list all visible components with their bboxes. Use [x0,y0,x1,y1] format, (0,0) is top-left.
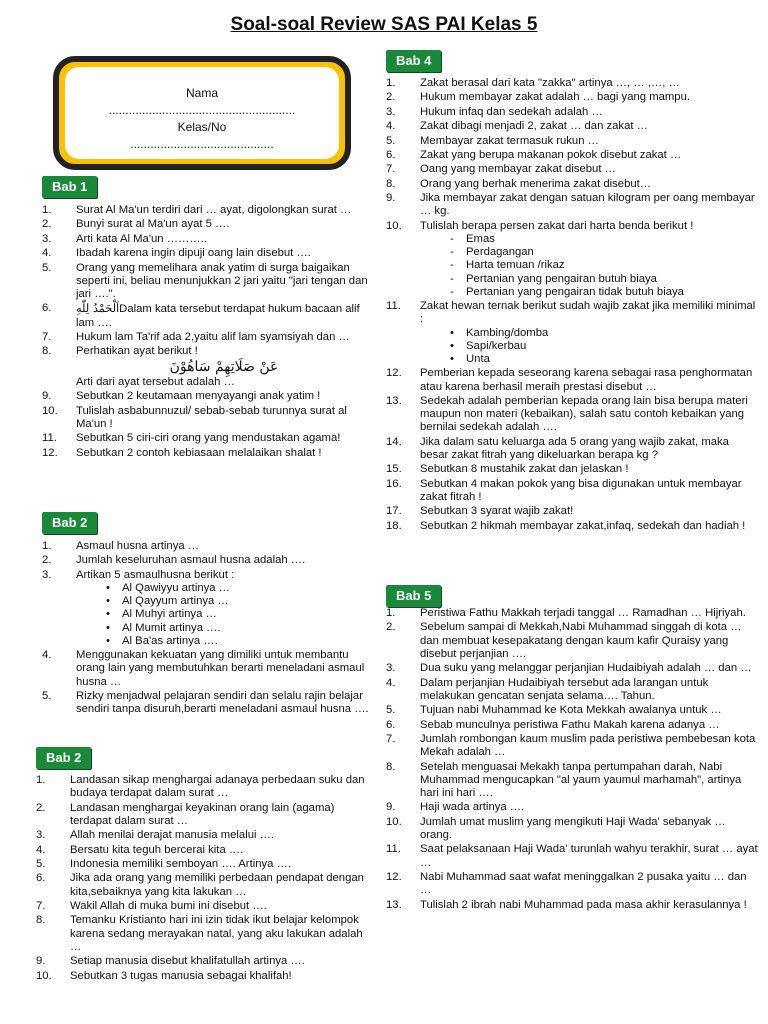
bab5-list [386,607,758,913]
question-item [42,262,372,302]
question-body [420,478,758,504]
question-item [36,900,372,913]
question-body [70,955,372,968]
question-body [420,367,758,393]
question-body [76,345,372,389]
question-item [42,690,372,716]
question-number: 16. [386,477,402,490]
question-text: Sebutkan 5 ciri-ciri orang yang mendustakan agama! [76,432,341,445]
nama-label: Nama [185,86,218,100]
question-text: Rizky menjadwal pelajaran sendiri dan selalu rajin belajar sendiri tanpa disuruh,berarti meneladani asmaul husna …. [76,689,369,716]
question-text: Perhatikan ayat berikut ! [76,345,198,358]
question-item [36,955,372,968]
bullet-item [104,635,372,648]
question-item [42,390,372,403]
question-item [36,844,372,857]
bullet-text: Al Ba'as artinya …. [122,634,218,647]
question-body [70,900,372,913]
question-number: 12. [386,870,402,883]
question-number: 7. [42,330,52,343]
question-item [42,204,372,217]
bab2b-list [36,774,372,984]
question-item [386,436,758,462]
question-item [36,829,372,842]
bullet-icon: • [106,634,110,647]
question-number: 9. [42,390,52,403]
question-number: 11. [386,843,401,856]
question-body [76,649,372,689]
question-text: Sebutkan 2 hikmah membayar zakat,infaq, sedekah dan hadiah ! [420,519,746,532]
question-number: 3. [42,232,52,245]
question-number: 4. [36,843,46,856]
dash-icon: - [450,259,454,272]
question-text: Setelah menguasai Mekakh tanpa pertumpahan darah, Nabi Muhammad mengucapkan "al yaum yaumul marhamah", artinya hari ini hari …. [420,760,742,799]
question-body [420,106,758,119]
question-item [386,120,758,133]
question-body [420,816,758,842]
question-body [76,233,372,246]
question-body [70,970,372,983]
question-body [420,677,758,703]
question-number: 3. [42,568,52,581]
question-body [76,204,372,217]
dash-text: Harta temuan /rikaz [466,259,565,272]
question-number: 4. [386,676,396,689]
question-item [386,135,758,148]
bullet-item [104,608,372,621]
question-body [76,247,372,260]
question-text: Haji wada artinya …. [420,801,525,814]
dash-icon: - [450,285,454,298]
question-number: 4. [42,247,52,260]
question-body [76,432,372,445]
question-number: 3. [386,105,396,118]
question-number: 2. [386,621,396,634]
question-number: 5. [36,857,46,870]
bullet-icon: • [450,326,454,339]
bullet-text: Unta [466,352,490,365]
question-text: Membayar zakat termasuk rukun … [420,134,599,147]
question-item [386,192,758,218]
dash-item [448,273,758,286]
question-text: Menggunakan kekuatan yang dimiliki untuk membantu orang lain yang membutuhkan berarti meneladani asmaul husna … [76,649,365,688]
bullet-text: Sapi/kerbau [466,339,527,352]
question-body [76,554,372,567]
question-number: 6. [386,148,396,161]
question-body [70,844,372,857]
question-item [36,858,372,871]
question-number: 8. [36,914,46,927]
question-item [386,106,758,119]
question-body [76,540,372,553]
question-number: 10. [36,969,52,982]
question-item [386,704,758,717]
question-text: Peristiwa Fathu Makkah terjadi tanggal … Ramadhan … Hijriyah. [420,607,746,619]
question-item [386,719,758,732]
question-text: Zakat dibagi menjadi 2, zakat … dan zakat … [420,120,648,133]
nama-line: ........................................................ [108,103,296,117]
question-item [386,520,758,533]
question-body [420,149,758,162]
question-body [420,843,758,869]
question-item [386,621,758,661]
question-number: 6. [42,302,52,315]
question-text: Sedekah adalah pemberian kepada orang lain bisa berupa materi maupun non materi (kebaikan), salah satu contoh kebaikan yang bernilai sedekah adalah …. [420,394,748,434]
question-number: 7. [36,899,46,912]
question-item [386,395,758,435]
question-text: Hukum infaq dan sedekah adalah … [420,105,603,118]
question-number: 11. [386,300,401,313]
question-item [36,872,372,898]
question-number: 15. [386,463,402,476]
question-text: Sebutkan 3 tugas manusia sebagai khalifah! [70,969,292,982]
question-text: Jika ada orang yang memiliki perbedaan pendapat dengan kita,sebaiknya yang kita lakukan … [70,872,364,898]
question-body [70,872,372,898]
question-item [386,662,758,675]
question-item [42,649,372,689]
question-item [36,970,372,983]
question-body [70,914,372,954]
question-text: Landasan sikap menghargai adanaya perbedaan suku dan budaya terdapat dalam surat … [70,774,365,800]
bab4-badge: Bab 4 [386,50,441,72]
question-text: Tulislah 2 ibrah nabi Muhammad pada masa akhir kerasulannya ! [420,898,747,911]
question-item [386,871,758,897]
dash-text: Perdagangan [466,246,534,259]
question-item [386,733,758,759]
question-text: Zakat berasal dari kata "zakka" artinya …, … ,…, … [420,77,680,89]
question-item [42,218,372,231]
question-text: Jumlah keseluruhan asmaul husna adalah …. [76,554,306,567]
question-item [42,554,372,567]
question-body [420,871,758,897]
question-number: 9. [36,955,46,968]
question-body [76,690,372,716]
question-text: Jika dalam satu keluarga ada 5 orang yang wajib zakat, maka besar zakat fitrah yang dikeluarkan berapa kg ? [420,435,729,461]
question-item [386,220,758,299]
question-text: Tujuan nabi Muhammad ke Kota Mekkah awalanya untuk … [420,704,722,717]
question-number: 1. [386,77,396,89]
question-body [420,733,758,759]
dash-icon: - [450,272,454,285]
question-item [386,149,758,162]
question-text: Dalam perjanjian Hudaibiyah tersebut ada larangan untuk melakukan gencatan senjata selama…. Tahun. [420,676,709,702]
question-text: Ibadah karena ingin dipuji oang lain disebut …. [76,247,311,260]
question-body [420,77,758,90]
question-text: Setiap manusia disebut khalifatullah artinya …. [70,955,305,968]
question-number: 1. [42,540,52,552]
question-body [70,858,372,871]
question-number: 18. [386,519,402,532]
question-body [420,704,758,717]
question-item [386,463,758,476]
bullet-icon: • [106,621,110,634]
question-text: Dua suku yang melanggar perjanjian Hudaibiyah adalah … dan … [420,662,752,675]
question-followup: Arti dari ayat tersebut adalah … [76,375,235,388]
question-number: 8. [386,177,396,190]
question-body [420,662,758,675]
bab1-list [42,204,372,461]
question-number: 10. [386,815,402,828]
question-text: Tulislah asbabunnuzul/ sebab-sebab turunnya surat al Ma'un ! [76,404,347,430]
dash-text: Pertanian yang pengairan butuh biaya [466,272,657,285]
question-body [70,829,372,842]
question-text: Surat Al Ma'un terdiri dari … ayat, digolongkan surat … [76,204,352,216]
question-number: 4. [42,649,52,662]
question-body [70,774,372,800]
question-text: Orang yang berhak menerima zakat disebut… [420,177,652,190]
question-text: Saat pelaksanaan Haji Wada' turunlah wahyu terakhir, surat … ayat … [420,843,758,869]
question-number: 14. [386,435,402,448]
student-id-box [53,56,351,170]
question-number: 9. [386,801,396,814]
arabic-verse: عَنْ صَلَاتِهِمْ سَاهُوْنَ [169,358,279,375]
question-text: Nabi Muhammad saat wafat meninggalkan 2 pusaka yaitu … dan … [420,870,747,897]
bullet-text: Al Muhyi artinya … [122,608,217,621]
question-item [386,505,758,518]
question-item [42,345,372,389]
question-number: 2. [386,91,396,104]
bullet-text: Al Qayyum artinya … [122,595,229,608]
question-body [76,569,372,648]
question-text: Jumlah rombongan kaum muslim pada peristiwa pembebesan kota Mekah adalah … [420,732,756,759]
question-body [76,447,372,460]
bullet-icon: • [450,352,454,365]
question-item [386,677,758,703]
question-body [420,178,758,191]
question-text: Zakat yang berupa makanan pokok disebut zakat … [420,148,682,161]
question-number: 1. [36,774,46,786]
question-text: Sebutkan 8 mustahik zakat dan jelaskan ! [420,463,629,476]
bullet-text: Kambing/domba [466,326,549,339]
question-body [420,220,758,299]
question-number: 7. [386,163,396,176]
question-item [42,247,372,260]
question-number: 10. [386,219,402,232]
question-body [420,607,758,620]
question-text: Pemberian kepada seseorang karena sebagai rasa penghormatan atau karena berhasil meraih prestasi disebut … [420,367,753,393]
question-number: 5. [386,134,396,147]
bullet-item [104,595,372,608]
bullet-icon: • [106,581,110,594]
question-text: Indonesia memiliki semboyan …. Artinya …. [70,857,292,870]
bullet-list [420,327,758,367]
question-body [76,331,372,344]
dash-item [448,259,758,272]
page-title: Soal-soal Review SAS PAI Kelas 5 [230,14,538,35]
question-text: Wakil Allah di muka bumi ini disebut …. [70,899,267,912]
question-number: 7. [386,732,396,745]
question-item [386,801,758,814]
question-body [76,302,372,329]
bab2a-badge: Bab 2 [42,512,97,534]
bab5-badge: Bab 5 [386,585,441,607]
question-item [42,233,372,246]
question-item [386,761,758,801]
question-body [420,801,758,814]
question-item [386,816,758,842]
question-number: 2. [42,554,52,567]
question-body [420,621,758,661]
question-item [36,802,372,828]
question-number: 10. [42,404,58,417]
question-text: Sebutkan 2 keutamaan menyayangi anak yatim ! [76,390,321,403]
question-item [42,569,372,648]
question-number: 8. [42,345,52,358]
question-item [386,843,758,869]
question-text: Bunyi surat al Ma'un ayat 5 …. [76,218,230,231]
bullet-item [104,582,372,595]
bullet-icon: • [106,608,110,621]
question-body [76,390,372,403]
question-text: Sebelum sampai di Mekkah,Nabi Muhammad singgah di kota … dan membuat kesepakatang dengan kaum kafir Quraisy yang disebut perjanjian …. [420,621,742,660]
bullet-icon: • [450,339,454,352]
question-text: Sebutkan 2 contoh kebiasaan melalaikan shalat ! [76,446,322,459]
question-number: 5. [42,261,52,274]
question-text: Orang yang memelihara anak yatim di surga baigaikan seperti ini, beliau menunjukkan 2 jari yaitu "jari tengan dan jari ….". [76,261,368,300]
question-text: Bersatu kita teguh bercerai kita …. [70,843,244,856]
question-text: Tulislah berapa persen zakat dari harta benda berikut ! [420,219,694,232]
question-text: Temanku Kristianto hari ini izin tidak ikut belajar kelompok karena sedang merayakan natal, yang aku lakukan adalah … [70,914,363,953]
question-body [420,520,758,533]
question-body [76,262,372,302]
dash-icon: - [450,246,454,259]
question-item [42,302,372,329]
question-body [420,135,758,148]
question-number: 1. [386,607,396,619]
question-text: Jika membayar zakat dengan satuan kilogram per oang membayar … kg. [420,192,755,218]
question-number: 13. [386,394,402,407]
question-text: Oang yang membayar zakat disebut … [420,163,616,176]
bab2b-badge: Bab 2 [36,747,91,769]
question-item [36,774,372,800]
question-text: Arti kata Al Ma'un ……….. [76,232,207,245]
bullet-icon: • [106,595,110,608]
question-text: Sebutkan 3 syarat wajib zakat! [420,505,574,518]
question-text: Asmaul husna artinya … [76,540,200,552]
bullet-text: Al Mumit artinya …. [122,621,221,634]
bab4-list [386,77,758,534]
question-text: Zakat hewan ternak berikut sudah wajib zakat jika memiliki minimal : [420,300,756,326]
question-number: 6. [36,872,46,885]
question-text: Sebutkan 4 makan pokok yang bisa digunakan untuk membayar zakat fitrah ! [420,477,742,503]
question-body [420,436,758,462]
question-item [386,178,758,191]
dash-text: Emas [466,232,495,245]
bab1-badge: Bab 1 [42,176,97,198]
question-text: Dalam kata tersebut terdapat hukum bacaan alif lam …. [76,303,360,329]
question-item [386,91,758,104]
question-item [386,899,758,912]
question-body [420,120,758,133]
dash-item [448,286,758,299]
question-body [420,91,758,104]
question-text: Artikan 5 asmaulhusna berikut : [76,568,235,581]
question-text: Hukum lam Ta'rif ada 2,yaitu alif lam syamsiyah dan … [76,330,350,343]
arabic-text: اَلْحَمْدُ لِلّٰهِ [76,302,120,316]
question-number: 5. [386,704,396,717]
question-number: 12. [42,446,58,459]
question-body [70,802,372,828]
question-body [420,899,758,912]
question-number: 3. [36,829,46,842]
question-item [42,432,372,445]
dash-icon: - [450,232,454,245]
question-text: Allah menilai derajat manusia melalui …. [70,829,275,842]
bullet-text: Al Qawiyyu artinya … [122,581,230,594]
question-item [42,331,372,344]
bullet-item [448,327,758,340]
question-number: 8. [386,760,396,773]
dash-item [448,233,758,246]
bullet-item [448,353,758,366]
question-number: 4. [386,120,396,133]
question-number: 1. [42,204,52,216]
question-text: Jumlah umat muslim yang mengikuti Haji Wada' sebanyak … orang. [420,815,726,841]
question-number: 9. [386,192,396,205]
question-item [42,447,372,460]
dash-list [420,233,758,299]
question-number: 5. [42,689,52,702]
question-body [76,218,372,231]
question-item [386,478,758,504]
kelas-label: Kelas/No [177,120,227,134]
question-number: 2. [42,218,52,231]
question-body [420,395,758,435]
bullet-item [448,340,758,353]
question-number: 13. [386,898,402,911]
bullet-item [104,622,372,635]
question-item [386,163,758,176]
question-item [386,300,758,366]
question-number: 2. [36,801,46,814]
question-body [420,463,758,476]
question-text: Landasan menghargai keyakinan orang lain (agama) terdapat dalam surat … [70,801,335,827]
question-item [386,607,758,620]
question-item [386,367,758,393]
question-body [420,163,758,176]
question-body [420,719,758,732]
question-number: 11. [42,432,57,445]
question-number: 17. [386,505,402,518]
question-body [420,192,758,218]
question-body [420,300,758,366]
question-number: 12. [386,367,402,380]
question-item [42,540,372,553]
question-number: 6. [386,718,396,731]
kelas-line: ........................................... [130,137,274,151]
bab2a-list [42,540,372,718]
question-body [76,405,372,431]
dash-item [448,246,758,259]
question-number: 3. [386,662,396,675]
question-text: Sebab munculnya peristiwa Fathu Makah karena adanya … [420,718,720,731]
question-body [420,505,758,518]
question-item [36,914,372,954]
question-item [42,405,372,431]
question-text: Hukum membayar zakat adalah … bagi yang mampu. [420,91,690,104]
question-body [420,761,758,801]
question-item [386,77,758,90]
dash-text: Pertanian yang pengairan tidak butuh biaya [466,285,684,298]
bullet-list [76,582,372,648]
